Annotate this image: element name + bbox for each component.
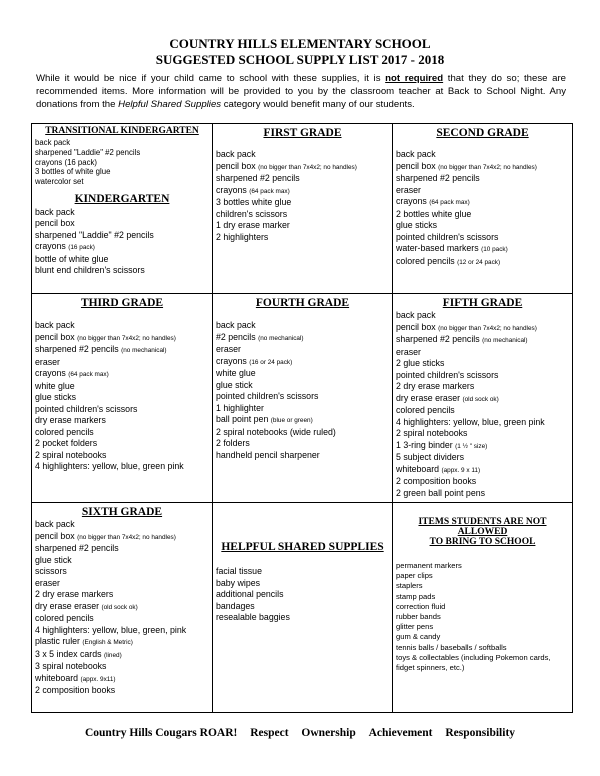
cell-fifth-grade	[393, 294, 573, 503]
intro-text-2: that they do so; these are recommended items. More information will be provided to you by the classroom teacher at Back to School Night. Any donations from the	[36, 73, 567, 110]
item-text: 2 pocket folders	[35, 438, 98, 448]
intro-text-3: category would benefit many of our students.	[221, 99, 415, 110]
item-text: crayons	[35, 241, 69, 252]
item-note: (English & Metric)	[82, 639, 133, 646]
list-item	[396, 452, 569, 464]
list-item	[396, 592, 569, 602]
list-item	[35, 578, 209, 590]
list-item	[396, 571, 569, 581]
list-item	[396, 612, 569, 622]
list-item	[35, 357, 209, 369]
list-item	[396, 173, 569, 185]
list-item	[216, 601, 389, 613]
item-text: bottle of white glue	[35, 253, 109, 264]
list-item	[396, 602, 569, 612]
item-text: eraser	[35, 577, 60, 588]
item-text: baby wipes	[216, 577, 261, 588]
item-text: 2 composition books	[35, 685, 116, 695]
cell-not-allowed	[393, 503, 573, 713]
list-item	[35, 438, 209, 450]
item-text: handheld pencil sharpener	[216, 449, 320, 460]
item-text: children's scissors	[216, 208, 288, 219]
list-item	[216, 173, 389, 185]
list-item	[396, 209, 569, 221]
item-text: 2 dry erase markers	[396, 381, 475, 391]
item-text: glitter pens	[396, 622, 434, 632]
item-text: 2 highlighters	[216, 231, 269, 242]
item-note: (no bigger than 7x4x2; no handles)	[438, 163, 537, 171]
item-text: sharpened "Laddie" #2 pencils	[35, 229, 154, 240]
list-item	[35, 207, 209, 219]
item-text: 5 subject dividers	[396, 452, 464, 462]
item-note: (lined)	[103, 651, 122, 659]
item-text: 2 glue sticks	[396, 358, 445, 368]
item-text: back pack	[216, 320, 256, 330]
item-text: fidget spinners, etc.)	[396, 663, 465, 673]
item-text: colored pencils	[396, 405, 455, 415]
item-note: (no bigger than 7x4x2; no handles)	[77, 533, 176, 541]
list-item	[396, 561, 569, 571]
list-item	[216, 220, 389, 232]
list-item	[216, 589, 389, 601]
list-item	[35, 254, 209, 266]
item-text: plastic ruler	[35, 636, 83, 646]
item-note: (no bigger than 7x4x2; no handles)	[258, 163, 357, 171]
intro-text-1: While it would be nice if your child came to school with these supplies, it is	[36, 73, 386, 84]
item-text: back pack	[396, 149, 436, 159]
item-text: crayons (16 pack)	[35, 157, 97, 167]
item-note: (no bigger than 7x4x2; no handles)	[438, 324, 537, 332]
item-text: back pack	[35, 206, 75, 217]
item-text: 4 highlighters: yellow, blue, green pink	[396, 416, 545, 427]
list-item	[396, 196, 569, 209]
shared-heading: HELPFUL SHARED SUPPLIES	[221, 541, 384, 553]
list-item	[396, 310, 569, 322]
list-item	[396, 334, 569, 347]
list-item	[216, 356, 389, 369]
item-text: resealable baggies	[216, 612, 290, 622]
item-text: 2 spiral notebooks	[35, 449, 107, 460]
fifth-heading: FIFTH GRADE	[442, 297, 523, 309]
second-heading: SECOND GRADE	[436, 127, 529, 139]
item-text: back pack	[35, 519, 75, 529]
third-heading: THIRD GRADE	[80, 297, 164, 309]
fourth-heading: FOURTH GRADE	[255, 297, 350, 309]
list-item	[35, 601, 209, 614]
list-item	[396, 393, 569, 406]
item-text: toys & collectables (including Pokemon cards,	[396, 652, 551, 662]
item-text: back pack	[35, 320, 75, 330]
item-text: eraser	[396, 346, 421, 357]
item-text: crayons	[35, 368, 69, 378]
list-item	[216, 403, 389, 415]
item-text: bandages	[216, 600, 255, 611]
footer-ownership: Ownership	[301, 727, 356, 739]
list-item	[216, 209, 389, 221]
list-item	[35, 138, 209, 148]
list-item	[35, 427, 209, 439]
list-item	[396, 464, 569, 477]
item-text: permanent markers	[396, 561, 462, 570]
item-text: 2 spiral notebooks	[396, 428, 468, 438]
item-text: 3 spiral notebooks	[35, 661, 107, 671]
list-item	[35, 625, 209, 637]
supply-table	[31, 123, 573, 713]
list-item	[35, 320, 209, 332]
list-item	[216, 161, 389, 174]
item-text: sharpened #2 pencils	[35, 543, 119, 553]
item-text: eraser	[216, 344, 241, 354]
list-item	[396, 653, 569, 663]
cell-third-grade	[32, 294, 213, 503]
list-item	[216, 427, 389, 439]
first-list	[216, 149, 389, 243]
item-note: (64 pack max)	[68, 371, 109, 378]
item-text: glue stick	[35, 554, 72, 565]
item-text: ball point pen	[216, 414, 271, 424]
list-title: SUGGESTED SCHOOL SUPPLY LIST 2017 - 2018	[155, 52, 445, 67]
item-text: eraser	[396, 184, 421, 195]
item-text: 2 dry erase markers	[35, 589, 114, 599]
item-text: paper clips	[396, 571, 433, 581]
item-text: eraser	[35, 356, 60, 367]
item-note: (old sock ok)	[101, 603, 138, 611]
item-text: rubber bands	[396, 612, 441, 622]
footer-respect: Respect	[250, 727, 289, 739]
list-item	[35, 265, 209, 277]
first-heading: FIRST GRADE	[263, 127, 342, 139]
item-note: (blue or green)	[270, 417, 313, 424]
item-text: 1 dry erase marker	[216, 220, 290, 230]
list-item	[396, 428, 569, 440]
item-text: pencil box	[35, 218, 75, 229]
list-item	[35, 461, 209, 473]
item-text: correction fluid	[396, 601, 446, 611]
list-item	[35, 332, 209, 345]
list-item	[35, 661, 209, 673]
item-text: crayons	[396, 196, 430, 206]
item-text: 3 bottles of white glue	[35, 167, 111, 177]
item-text: colored pencils	[35, 426, 94, 437]
item-text: glue sticks	[35, 392, 77, 402]
item-text: back pack	[396, 310, 436, 320]
cell-sixth-grade	[32, 503, 213, 713]
item-text: pencil box	[396, 321, 439, 332]
item-text: pointed children's scissors	[396, 369, 499, 380]
list-item	[396, 663, 569, 673]
list-item	[396, 405, 569, 417]
list-item	[35, 167, 209, 177]
list-item	[396, 381, 569, 393]
list-item	[35, 241, 209, 254]
list-item	[35, 368, 209, 381]
list-item	[35, 543, 209, 555]
second-list	[396, 149, 569, 268]
list-item	[216, 332, 389, 345]
list-item	[35, 158, 209, 168]
item-text: sharpened #2 pencils	[216, 173, 300, 183]
list-item	[396, 220, 569, 232]
list-item	[396, 358, 569, 370]
list-item	[216, 185, 389, 198]
intro-shared-supplies: Helpful Shared Supplies	[118, 99, 222, 110]
item-text: stamp pads	[396, 591, 436, 601]
list-item	[35, 685, 209, 697]
item-text: back pack	[216, 149, 256, 159]
item-text: 2 spiral notebooks (wide ruled)	[216, 426, 336, 437]
list-item	[35, 230, 209, 242]
item-text: pointed children's scissors	[396, 231, 499, 242]
school-name: COUNTRY HILLS ELEMENTARY SCHOOL	[169, 36, 431, 51]
list-item	[216, 414, 389, 427]
item-text: white glue	[35, 380, 75, 391]
list-item	[396, 149, 569, 161]
list-item	[396, 440, 569, 453]
item-text: 3 bottles white glue	[216, 197, 292, 207]
list-item	[35, 344, 209, 357]
cell-shared-supplies	[213, 503, 393, 713]
item-text: tennis balls / baseballs / softballs	[396, 642, 507, 652]
list-item	[396, 161, 569, 174]
list-item	[35, 566, 209, 578]
list-item	[216, 197, 389, 209]
cell-second-grade	[393, 124, 573, 294]
item-text: watercolor set	[35, 177, 84, 187]
list-item	[35, 519, 209, 531]
item-note: (no bigger than 7x4x2; no handles)	[77, 334, 176, 342]
item-text: additional pencils	[216, 589, 284, 599]
list-item	[35, 613, 209, 625]
item-text: dry erase eraser	[35, 600, 102, 611]
k-list	[35, 207, 209, 277]
item-note: (64 pack max)	[429, 199, 470, 206]
item-text: 2 green ball point pens	[396, 487, 486, 498]
list-item	[35, 148, 209, 158]
item-text: sharpened #2 pencils	[396, 173, 480, 183]
item-note: (no mechanical)	[121, 347, 167, 354]
list-item	[396, 256, 569, 269]
list-item	[216, 368, 389, 380]
intro-not-required: not required	[385, 73, 444, 84]
item-text: pencil box	[35, 530, 78, 541]
not-allowed-heading: ITEMS STUDENTS ARE NOT ALLOWED	[418, 517, 547, 537]
item-note: (no mechanical)	[482, 337, 528, 344]
list-item	[396, 347, 569, 359]
item-note: (64 pack max)	[249, 187, 290, 195]
third-list	[35, 320, 209, 473]
item-text: pencil box	[35, 331, 78, 342]
fourth-list	[216, 320, 389, 461]
item-text: 2 composition books	[396, 476, 477, 486]
list-item	[396, 322, 569, 335]
item-text: white glue	[216, 368, 256, 378]
item-text: glue stick	[216, 379, 253, 390]
list-item	[396, 622, 569, 632]
item-text: sharpened #2 pencils	[396, 334, 483, 344]
tk-heading: TRANSITIONAL KINDERGARTEN	[45, 126, 199, 136]
list-item	[35, 381, 209, 393]
footer	[0, 727, 600, 739]
item-note: (appx. 9 x 11)	[441, 466, 481, 474]
item-note: (1 ½ " size)	[455, 442, 488, 450]
list-item	[396, 370, 569, 382]
list-item	[216, 578, 389, 590]
item-note: (no mechanical)	[258, 334, 304, 342]
cell-fourth-grade	[213, 294, 393, 503]
list-item	[216, 149, 389, 161]
list-item	[216, 612, 389, 624]
list-item	[35, 589, 209, 601]
item-text: water-based markers	[396, 243, 482, 253]
list-item	[396, 243, 569, 256]
list-item	[216, 320, 389, 332]
item-text: colored pencils	[35, 613, 94, 623]
item-text: 1 3-ring binder	[396, 439, 456, 450]
fifth-list	[396, 310, 569, 499]
list-item	[35, 177, 209, 187]
item-note: (12 or 24 pack)	[457, 258, 501, 266]
list-item	[396, 232, 569, 244]
item-note: (16 pack)	[68, 244, 95, 252]
item-text: scissors	[35, 566, 67, 576]
item-text: staplers	[396, 581, 423, 591]
tk-list	[35, 138, 209, 187]
item-text: crayons	[216, 184, 250, 195]
list-item	[35, 218, 209, 230]
list-item	[35, 673, 209, 686]
list-item	[35, 649, 209, 662]
shared-list	[216, 566, 389, 624]
list-item	[35, 531, 209, 544]
item-text: 2 folders	[216, 438, 250, 448]
list-item	[216, 380, 389, 392]
list-item	[396, 488, 569, 500]
list-item	[396, 581, 569, 591]
item-text: gum & candy	[396, 632, 441, 642]
sixth-list	[35, 519, 209, 697]
k-heading: KINDERGARTEN	[74, 192, 170, 205]
item-text: 4 highlighters: yellow, blue, green pink	[35, 461, 184, 471]
sixth-heading: SIXTH GRADE	[81, 506, 163, 518]
item-text: facial tissue	[216, 566, 262, 576]
intro-paragraph	[36, 72, 566, 111]
list-item	[396, 643, 569, 653]
cell-first-grade	[213, 124, 393, 294]
not-allowed-list	[396, 561, 569, 673]
item-text: dry erase markers	[35, 415, 106, 425]
list-item	[35, 392, 209, 404]
item-note: (appx. 9x11)	[80, 675, 116, 683]
list-item	[216, 232, 389, 244]
list-item	[35, 404, 209, 416]
item-text: pointed children's scissors	[216, 391, 319, 401]
not-allowed-heading-2: TO BRING TO SCHOOL	[429, 537, 536, 547]
list-item	[216, 344, 389, 356]
footer-achievement: Achievement	[368, 727, 433, 739]
list-item	[396, 417, 569, 429]
item-note: (10 pack)	[481, 246, 508, 253]
list-item	[35, 555, 209, 567]
list-item	[216, 566, 389, 578]
item-text: crayons	[216, 355, 250, 366]
item-note: (16 or 24 pack)	[249, 358, 293, 366]
item-text: 1 highlighter	[216, 402, 264, 413]
item-note: (old sock ok)	[462, 395, 499, 403]
item-text: sharpened #2 pencils	[35, 344, 122, 354]
item-text: whiteboard	[35, 672, 81, 683]
item-text: 2 bottles white glue	[396, 208, 472, 219]
item-text: 4 highlighters: yellow, blue, green, pink	[35, 624, 187, 635]
list-item	[35, 636, 209, 649]
footer-slogan: Country Hills Cougars ROAR!	[84, 727, 238, 739]
item-text: colored pencils	[396, 255, 458, 266]
item-text: #2 pencils	[216, 331, 259, 342]
item-text: pencil box	[216, 160, 259, 171]
cell-kindergarten	[32, 124, 213, 294]
item-text: 3 x 5 index cards	[35, 648, 104, 659]
item-text: whiteboard	[396, 463, 442, 474]
footer-responsibility: Responsibility	[445, 727, 516, 739]
item-text: pointed children's scissors	[35, 403, 138, 414]
item-text: sharpened "Laddie" #2 pencils	[35, 147, 141, 157]
list-item	[35, 450, 209, 462]
list-item	[396, 476, 569, 488]
list-item	[216, 391, 389, 403]
item-text: blunt end children's scissors	[35, 265, 145, 276]
list-item	[396, 632, 569, 642]
item-text: dry erase eraser	[396, 392, 463, 403]
item-text: back pack	[35, 138, 71, 147]
list-item	[216, 438, 389, 450]
list-item	[216, 450, 389, 462]
list-item	[35, 415, 209, 427]
item-text: glue sticks	[396, 220, 438, 230]
item-text: pencil box	[396, 160, 439, 171]
list-item	[396, 185, 569, 197]
